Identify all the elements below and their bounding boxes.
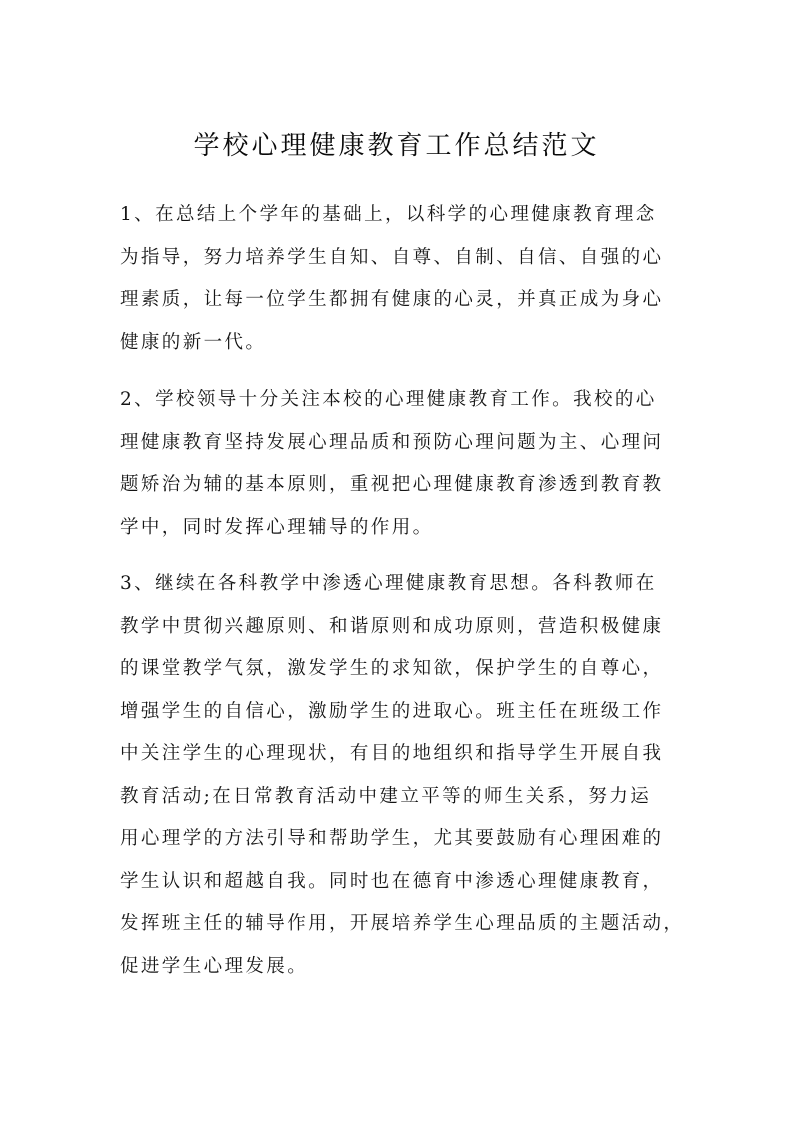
paragraph-line: 增强学生的自信心，激励学生的进取心。班主任在班级工作	[120, 700, 664, 722]
paragraph-line: 3、继续在各科教学中渗透心理健康教育思想。各科教师在	[120, 573, 657, 594]
paragraph-line: 题矫治为辅的基本原则，重视把心理健康教育渗透到教育教	[120, 474, 664, 495]
paragraph-line: 为指导，努力培养学生自知、自尊、自制、自信、自强的心	[120, 246, 664, 268]
paragraph-1	[120, 194, 680, 364]
paragraph-line: 健康的新一代。	[120, 331, 267, 353]
paragraph-line: 中关注学生的心理现状，有目的地组织和指导学生开展自我	[120, 743, 664, 764]
paragraph-line: 用心理学的方法引导和帮助学生，尤其要鼓励有心理困难的	[120, 828, 664, 849]
paragraph-line: 学中，同时发挥心理辅导的作用。	[120, 516, 434, 538]
paragraph-line: 理健康教育坚持发展心理品质和预防心理问题为主、心理问	[120, 431, 664, 453]
paragraph-line: 发挥班主任的辅导作用，开展培养学生心理品质的主题活动，	[120, 913, 685, 934]
paragraph-3	[120, 563, 685, 988]
document-title: 学校心理健康教育工作总结范文	[193, 131, 600, 161]
paragraph-line: 教学中贯彻兴趣原则、和谐原则和成功原则，营造积极健康	[120, 615, 664, 637]
paragraph-line: 1、在总结上个学年的基础上，以科学的心理健康教育理念	[120, 204, 657, 225]
paragraph-line: 理素质，让每一位学生都拥有健康的心灵，并真正成为身心	[120, 289, 664, 310]
paragraph-2	[120, 379, 680, 549]
paragraph-line: 2、学校领导十分关注本校的心理健康教育工作。我校的心	[120, 389, 657, 410]
paragraph-line: 学生认识和超越自我。同时也在德育中渗透心理健康教育，	[120, 870, 664, 892]
paragraph-line: 促进学生心理发展。	[120, 955, 309, 977]
paragraph-line: 教育活动;在日常教育活动中建立平等的师生关系，努力运	[120, 785, 652, 807]
paragraph-line: 的课堂教学气氛，激发学生的求知欲，保护学生的自尊心，	[120, 658, 664, 679]
